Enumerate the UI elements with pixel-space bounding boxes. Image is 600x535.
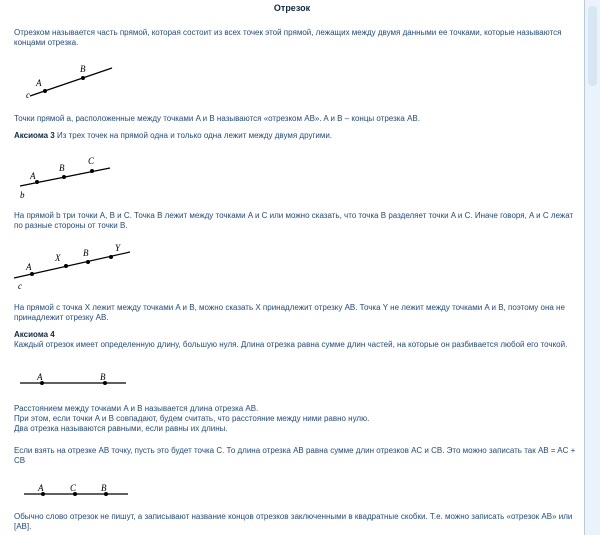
between-text: На прямой b три точки A, B и C. Точка B лежит между точками A и C или можно сказать, что точка B разделяет точки A и C. Иначе говоря, A и C лежат по разные стороны от точки B. xyxy=(14,211,574,230)
point-label: X xyxy=(55,253,61,263)
line-label: c xyxy=(26,90,30,100)
point-label: A xyxy=(38,483,44,493)
notation-text: Обычно слово отрезок не пишут, а записывают название концов отрезков заключенными в квадратные скобки. Т.е. можно записать «отрезок AB» или [AB]. xyxy=(14,512,573,531)
point-b xyxy=(81,76,85,80)
point-label: B xyxy=(59,163,65,173)
distance-text xyxy=(14,404,578,434)
segment-ab-text: Точки прямой a, расположенные между точками A и B называются «отрезком AB». A и B – концы отрезка AB. xyxy=(14,114,420,123)
axiom-3-text: Из трех точек на прямой одна и только одна лежит между двумя другими. xyxy=(54,131,333,140)
distance-line: Расстоянием между точками A и B называется длина отрезка AB. xyxy=(14,404,259,413)
axiom-3-label: Аксиома 3 xyxy=(14,131,55,140)
point-b xyxy=(62,175,66,179)
point-label: B xyxy=(100,372,106,382)
sum-text: Если взять на отрезке AB точку, пусть это будет точка C. То длина отрезка AB равна сумме длин отрезков AC и CB. Это можно записать так AB = AC + CB xyxy=(14,446,576,465)
figure-line-b-abc xyxy=(0,150,140,202)
belongs-text: На прямой c точка X лежит между точками A и B, можно сказать X принадлежит отрезку AB. Точка Y не лежит между точками A и B, поэтому она не принадлежит отрезку AB. xyxy=(14,303,565,322)
point-y xyxy=(109,255,113,259)
line-c xyxy=(30,68,112,96)
point-a xyxy=(43,89,47,93)
point-label: B xyxy=(101,483,107,493)
figure-line-c-ab xyxy=(0,60,140,100)
point-a xyxy=(35,180,39,184)
figure-line-c-axby xyxy=(0,238,150,290)
point-label: C xyxy=(88,156,95,166)
line-label: b xyxy=(20,190,25,200)
point-label: B xyxy=(80,64,86,74)
point-c xyxy=(90,169,94,173)
point-label: A xyxy=(30,171,36,181)
point-label: A xyxy=(36,78,42,88)
page-title: Отрезок xyxy=(273,3,311,13)
distance-line: Два отрезка называются равными, если равны их длины. xyxy=(14,424,228,433)
scrollbar[interactable] xyxy=(585,0,600,535)
axiom-3 xyxy=(14,131,578,141)
point-x xyxy=(64,264,68,268)
point-label: B xyxy=(83,248,89,258)
axiom-4-text: Каждый отрезок имеет определенную длину, большую нуля. Длина отрезка равна сумме длин частей, на которые он разбивается любой его точкой. xyxy=(14,340,568,349)
axiom-4-label: Аксиома 4 xyxy=(14,330,55,339)
distance-line: При этом, если точки A и B совпадают, будем считать, что расстояние между ними равно нулю. xyxy=(14,414,370,423)
line-label: c xyxy=(18,281,22,291)
point-label: A xyxy=(37,372,43,382)
scrollbar-thumb[interactable] xyxy=(588,6,597,86)
point-label: A xyxy=(26,262,32,272)
definition-text: Отрезком называется часть прямой, которая состоит из всех точек этой прямой, лежащих между двумя данными ее точками, которые называются концами отрезка. xyxy=(14,28,562,47)
point-label: C xyxy=(70,483,77,493)
point-label: Y xyxy=(115,243,121,253)
figure-segment-ab xyxy=(0,368,140,392)
point-a xyxy=(30,272,34,276)
figure-segment-acb xyxy=(0,478,140,502)
point-b xyxy=(86,260,90,264)
